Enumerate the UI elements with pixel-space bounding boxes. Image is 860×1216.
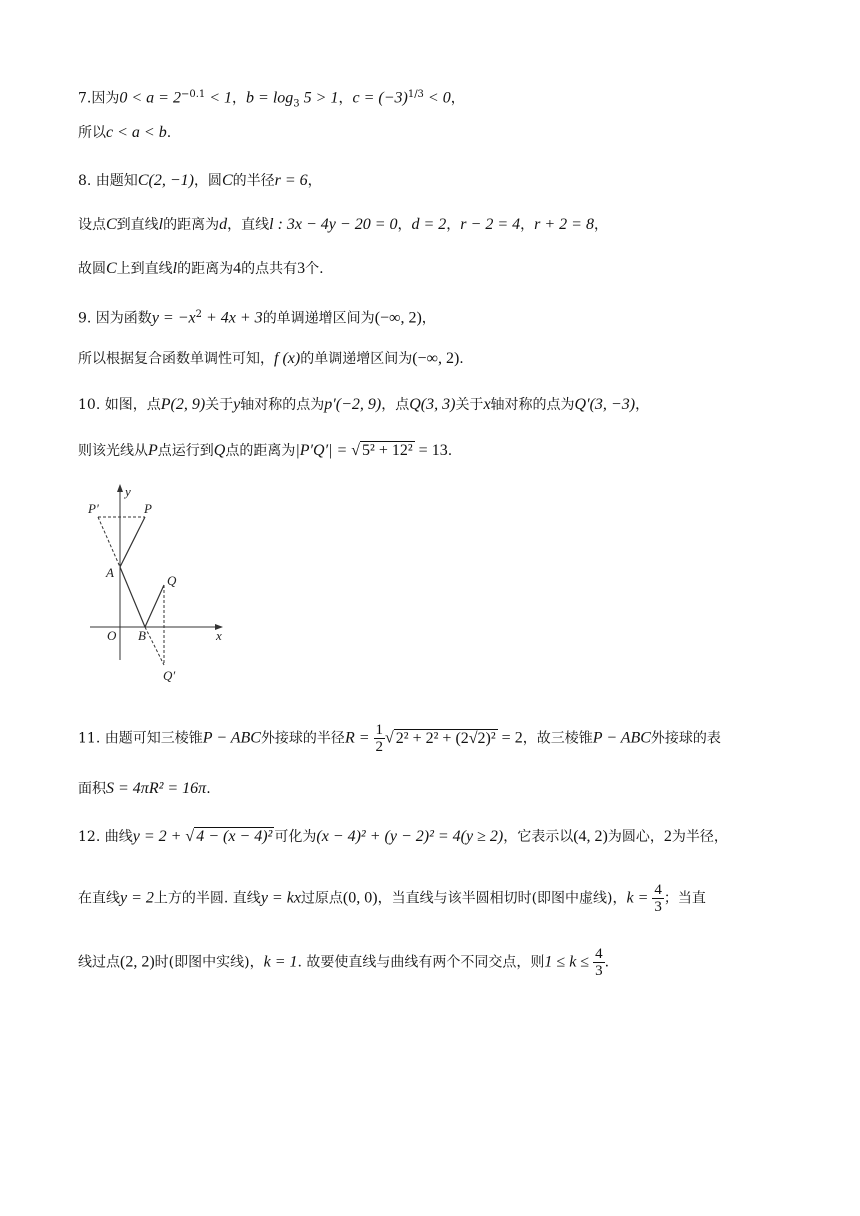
- q9-expr2: + 4x + 3: [201, 309, 263, 327]
- q11-e2: R =: [344, 729, 374, 747]
- y-axis-arrow: [117, 484, 123, 492]
- q12-l3-num: 4: [595, 946, 603, 962]
- q7-line1: [78, 84, 820, 115]
- q9-expr: y = −x: [151, 309, 196, 327]
- q12-e2: (x − 4)² + (y − 2)² = 4(y ≥ 2): [316, 828, 504, 845]
- b-q-line: [145, 585, 164, 627]
- q10-t1: 关于: [205, 397, 234, 413]
- q9-exp: 2: [195, 309, 202, 320]
- q12-t1: 可化为: [274, 829, 317, 845]
- q10-t2: 轴对称的点为: [240, 397, 325, 413]
- q12-sqrt: 4 − (x − 4)²: [196, 828, 273, 845]
- q10-l2-sqrt: 5² + 12²: [362, 442, 413, 459]
- label-y: y: [125, 484, 131, 499]
- reflection-figure: [80, 480, 240, 690]
- q11-num: 1: [375, 722, 384, 738]
- q12-line3: [78, 946, 820, 979]
- q9-label: 9. 因为函数: [78, 310, 152, 327]
- q9-t1: 的单调递增区间为: [262, 310, 375, 327]
- label-x: x: [216, 628, 222, 643]
- q8-l2-t1: 设点: [78, 217, 106, 233]
- q9-l2-t1: 所以根据复合函数单调性可知，: [78, 351, 274, 367]
- q12-t2: ，它表示以: [503, 829, 574, 845]
- q8-l2-e4: l : 3x − 4y − 20 = 0: [269, 216, 398, 233]
- q8-l2-t2: 到直线: [116, 217, 159, 233]
- q12-line1: 12. 曲线y = 2 + √ 4 − (x − 4)² 可化为(x − 4)² + (y − 2)² = 4(y ≥ 2)，它表示以(4, 2)为圆心，2为半径，: [78, 828, 728, 845]
- q12-line2: [78, 882, 820, 915]
- q10-x: x: [483, 396, 491, 413]
- q12-l2-e2: y = kx: [260, 889, 301, 907]
- q10-l2-q: Q: [213, 442, 226, 459]
- q8-l2-e5: d = 2: [411, 216, 447, 233]
- q11-t3: 外接球的表: [650, 730, 721, 747]
- q8-l2-t7: ，: [520, 217, 535, 233]
- q10-line2: 则该光线从P点运行到Q点的距离为|P′Q′| = √ 5² + 12² = 13.: [78, 442, 453, 459]
- q10-l2-p: P: [148, 442, 158, 459]
- q11-e3: = 2: [497, 729, 523, 747]
- q8-l2-e2: l: [158, 216, 164, 233]
- q12-l2-t4: ，当直线与该半圆相切时(即图中虚线)，: [377, 890, 627, 907]
- q12-l3-t1: 线过点: [78, 954, 120, 971]
- q8-expr3: r = 6: [274, 172, 308, 189]
- q7-expr-b2: 5 > 1: [299, 89, 339, 107]
- q9-l2-interval: (−∞, 2): [412, 350, 460, 367]
- q12-l2-t2: 上方的半圆. 直线: [153, 890, 261, 907]
- q11-den: 2: [375, 739, 384, 755]
- q8-l2-e1: C: [106, 216, 117, 233]
- q8-expr2: C: [221, 172, 233, 189]
- q7-expr-a: 0 < a = 2: [119, 89, 181, 107]
- q7-end1: ，: [450, 90, 465, 107]
- q10-y: y: [233, 396, 241, 413]
- q10-l2-e2: = 13: [414, 442, 448, 459]
- q10-l2-end: .: [447, 443, 453, 459]
- q12-l3-den: 3: [595, 963, 603, 979]
- q11-e1: P − ABC: [202, 729, 261, 747]
- label-a: A: [106, 565, 114, 580]
- q9-interval: (−∞, 2): [374, 309, 422, 327]
- q10-line1: [78, 394, 820, 416]
- q8-t2: 的半径: [232, 173, 275, 189]
- q12-l2-frac: [652, 882, 664, 915]
- q10-qq: Q′(3, −3): [574, 396, 636, 413]
- q10-pp: p′(−2, 9): [324, 396, 382, 413]
- a-b-line: [120, 567, 145, 627]
- q8-line2: [78, 214, 820, 236]
- q10-end: ，: [635, 397, 650, 413]
- q12-l3-e2: k = 1: [263, 953, 298, 971]
- q7-line2: [78, 122, 820, 144]
- q12-e3: (4, 2): [573, 828, 608, 845]
- q12-l2-num: 4: [654, 882, 662, 898]
- q11-l2-t1: 面积: [78, 781, 106, 797]
- q9-l2-expr: f (x): [274, 350, 301, 367]
- q8-l2-t5: ，: [397, 217, 412, 233]
- q10-l2-t3: 点的距离为: [225, 443, 296, 459]
- label-pp: P′: [88, 501, 99, 516]
- q7-expr-c: c = (−3): [352, 89, 408, 107]
- q11-line2: [78, 778, 820, 800]
- q8-l3-end: 个.: [305, 261, 324, 277]
- q9-l2-t2: 的单调递增区间为: [300, 351, 413, 367]
- q12-l2-t5: ；当直: [663, 890, 706, 907]
- q7-line2-end: .: [166, 125, 172, 141]
- q7-sep2: ，: [338, 90, 353, 107]
- q8-l2-t3: 的距离为: [163, 217, 220, 233]
- q8-t1: ，圆: [193, 173, 222, 189]
- q9-line2: [78, 348, 820, 370]
- q8-l2-e3: d: [219, 216, 228, 233]
- q7-expr-a2: < 1: [205, 89, 233, 107]
- b-qq-dashed: [145, 627, 164, 665]
- label-b: B: [138, 628, 146, 643]
- q8-line1: [78, 170, 820, 192]
- q12-l3-t2: 时(即图中实线)，: [154, 954, 264, 971]
- q7-expr-c2: < 0: [423, 89, 451, 107]
- label-p: P: [144, 501, 152, 516]
- q11-t1: 外接球的半径: [260, 730, 345, 747]
- label-qq: Q′: [163, 668, 176, 683]
- q12-l3-end: .: [604, 954, 610, 971]
- q8-expr1: C(2, −1): [137, 172, 194, 189]
- q7-line2-label: 所以: [78, 125, 106, 141]
- q7-exp-c: 1/3: [407, 89, 424, 100]
- q7-line2-expr: c < a < b: [106, 124, 167, 141]
- q10-label: 10. 如图，点: [78, 397, 161, 413]
- q9-end: ，: [421, 310, 436, 327]
- q8-l2-end: ，: [593, 217, 608, 233]
- q7-sep1: ，: [232, 90, 247, 107]
- q11-sqrt: 2² + 2² + (2√2)²: [395, 729, 496, 747]
- q8-l3-e2: l: [172, 260, 178, 277]
- q12-l2-e3: (0, 0): [342, 889, 378, 907]
- q12-t4: 为半径，: [671, 829, 728, 845]
- pp-a-dashed: [98, 517, 120, 567]
- q8-l2-t6: ，: [446, 217, 461, 233]
- q12-e4: 2: [663, 828, 672, 845]
- p-a-line: [120, 517, 145, 567]
- q12-l2-t1: 在直线: [78, 890, 120, 907]
- q12-l2-t3: 过原点: [300, 890, 343, 907]
- q10-t5: 轴对称的点为: [490, 397, 575, 413]
- q8-line3: [78, 258, 820, 280]
- q10-l2-t1: 则该光线从: [78, 443, 148, 459]
- q11-frac: [374, 722, 386, 755]
- q12-l2-e4: k =: [626, 889, 653, 907]
- q11-t2: ，故三棱锥: [522, 730, 593, 747]
- q7-exp-a: −0.1: [180, 89, 206, 100]
- q8-l3-e1: C: [106, 260, 117, 277]
- q12-l3-e3: 1 ≤ k ≤: [544, 953, 594, 971]
- q8-label: 8. 由题知: [78, 173, 138, 189]
- q12-t3: 为圆心，: [607, 829, 664, 845]
- q10-l2-e1: |P′Q′| =: [295, 442, 352, 459]
- q7-label: 7.因为: [78, 90, 120, 107]
- label-o: O: [107, 628, 117, 643]
- q8-l3-e4: 3: [297, 260, 306, 277]
- q8-end: ，: [307, 173, 322, 189]
- q9-l2-end: .: [459, 351, 464, 367]
- q11-l2-e1: S = 4πR² = 16π: [106, 780, 207, 797]
- q8-l2-t4: ，直线: [227, 217, 270, 233]
- q10-t4: 关于: [455, 397, 484, 413]
- label-q: Q: [167, 573, 177, 588]
- q8-l3-e3: 4: [233, 260, 242, 277]
- q10-q: Q(3, 3): [409, 396, 456, 413]
- q12-l3-e1: (2, 2): [120, 953, 155, 971]
- q8-l2-e6: r − 2 = 4: [460, 216, 521, 233]
- q11-e4: P − ABC: [592, 729, 651, 747]
- q12-l3-t3: . 故要使直线与曲线有两个不同交点，则: [297, 954, 545, 971]
- q10-l2-t2: 点运行到: [157, 443, 214, 459]
- q8-l2-e7: r + 2 = 8: [534, 216, 594, 233]
- q12-l3-frac: [593, 946, 605, 979]
- q7-expr-b: b = log: [246, 89, 294, 107]
- q12-e1: y = 2 +: [132, 828, 186, 845]
- q7-sub-b: 3: [293, 98, 300, 110]
- q12-label: 12. 曲线: [78, 829, 133, 845]
- q8-l3-t1: 故圆: [78, 261, 106, 277]
- q9-line1: [78, 304, 820, 330]
- q10-t3: ，点: [381, 397, 410, 413]
- q10-p: P(2, 9): [160, 396, 206, 413]
- q11-l2-end: .: [206, 781, 211, 797]
- q12-l2-e1: y = 2: [120, 889, 154, 907]
- q11-line1: 11. 由题可知三棱锥P − ABC外接球的半径R = $\frac{1}{2}$ √ 2² + 2² + (2√2)² = 2，故三棱锥P − ABC外接球的表: [78, 722, 721, 755]
- q8-l3-t3: 的距离为: [177, 261, 234, 277]
- q12-l2-den: 3: [654, 899, 662, 915]
- q8-l3-t4: 的点共有: [241, 261, 298, 277]
- q11-label: 11. 由题可知三棱锥: [78, 730, 203, 747]
- q8-l3-t2: 上到直线: [116, 261, 173, 277]
